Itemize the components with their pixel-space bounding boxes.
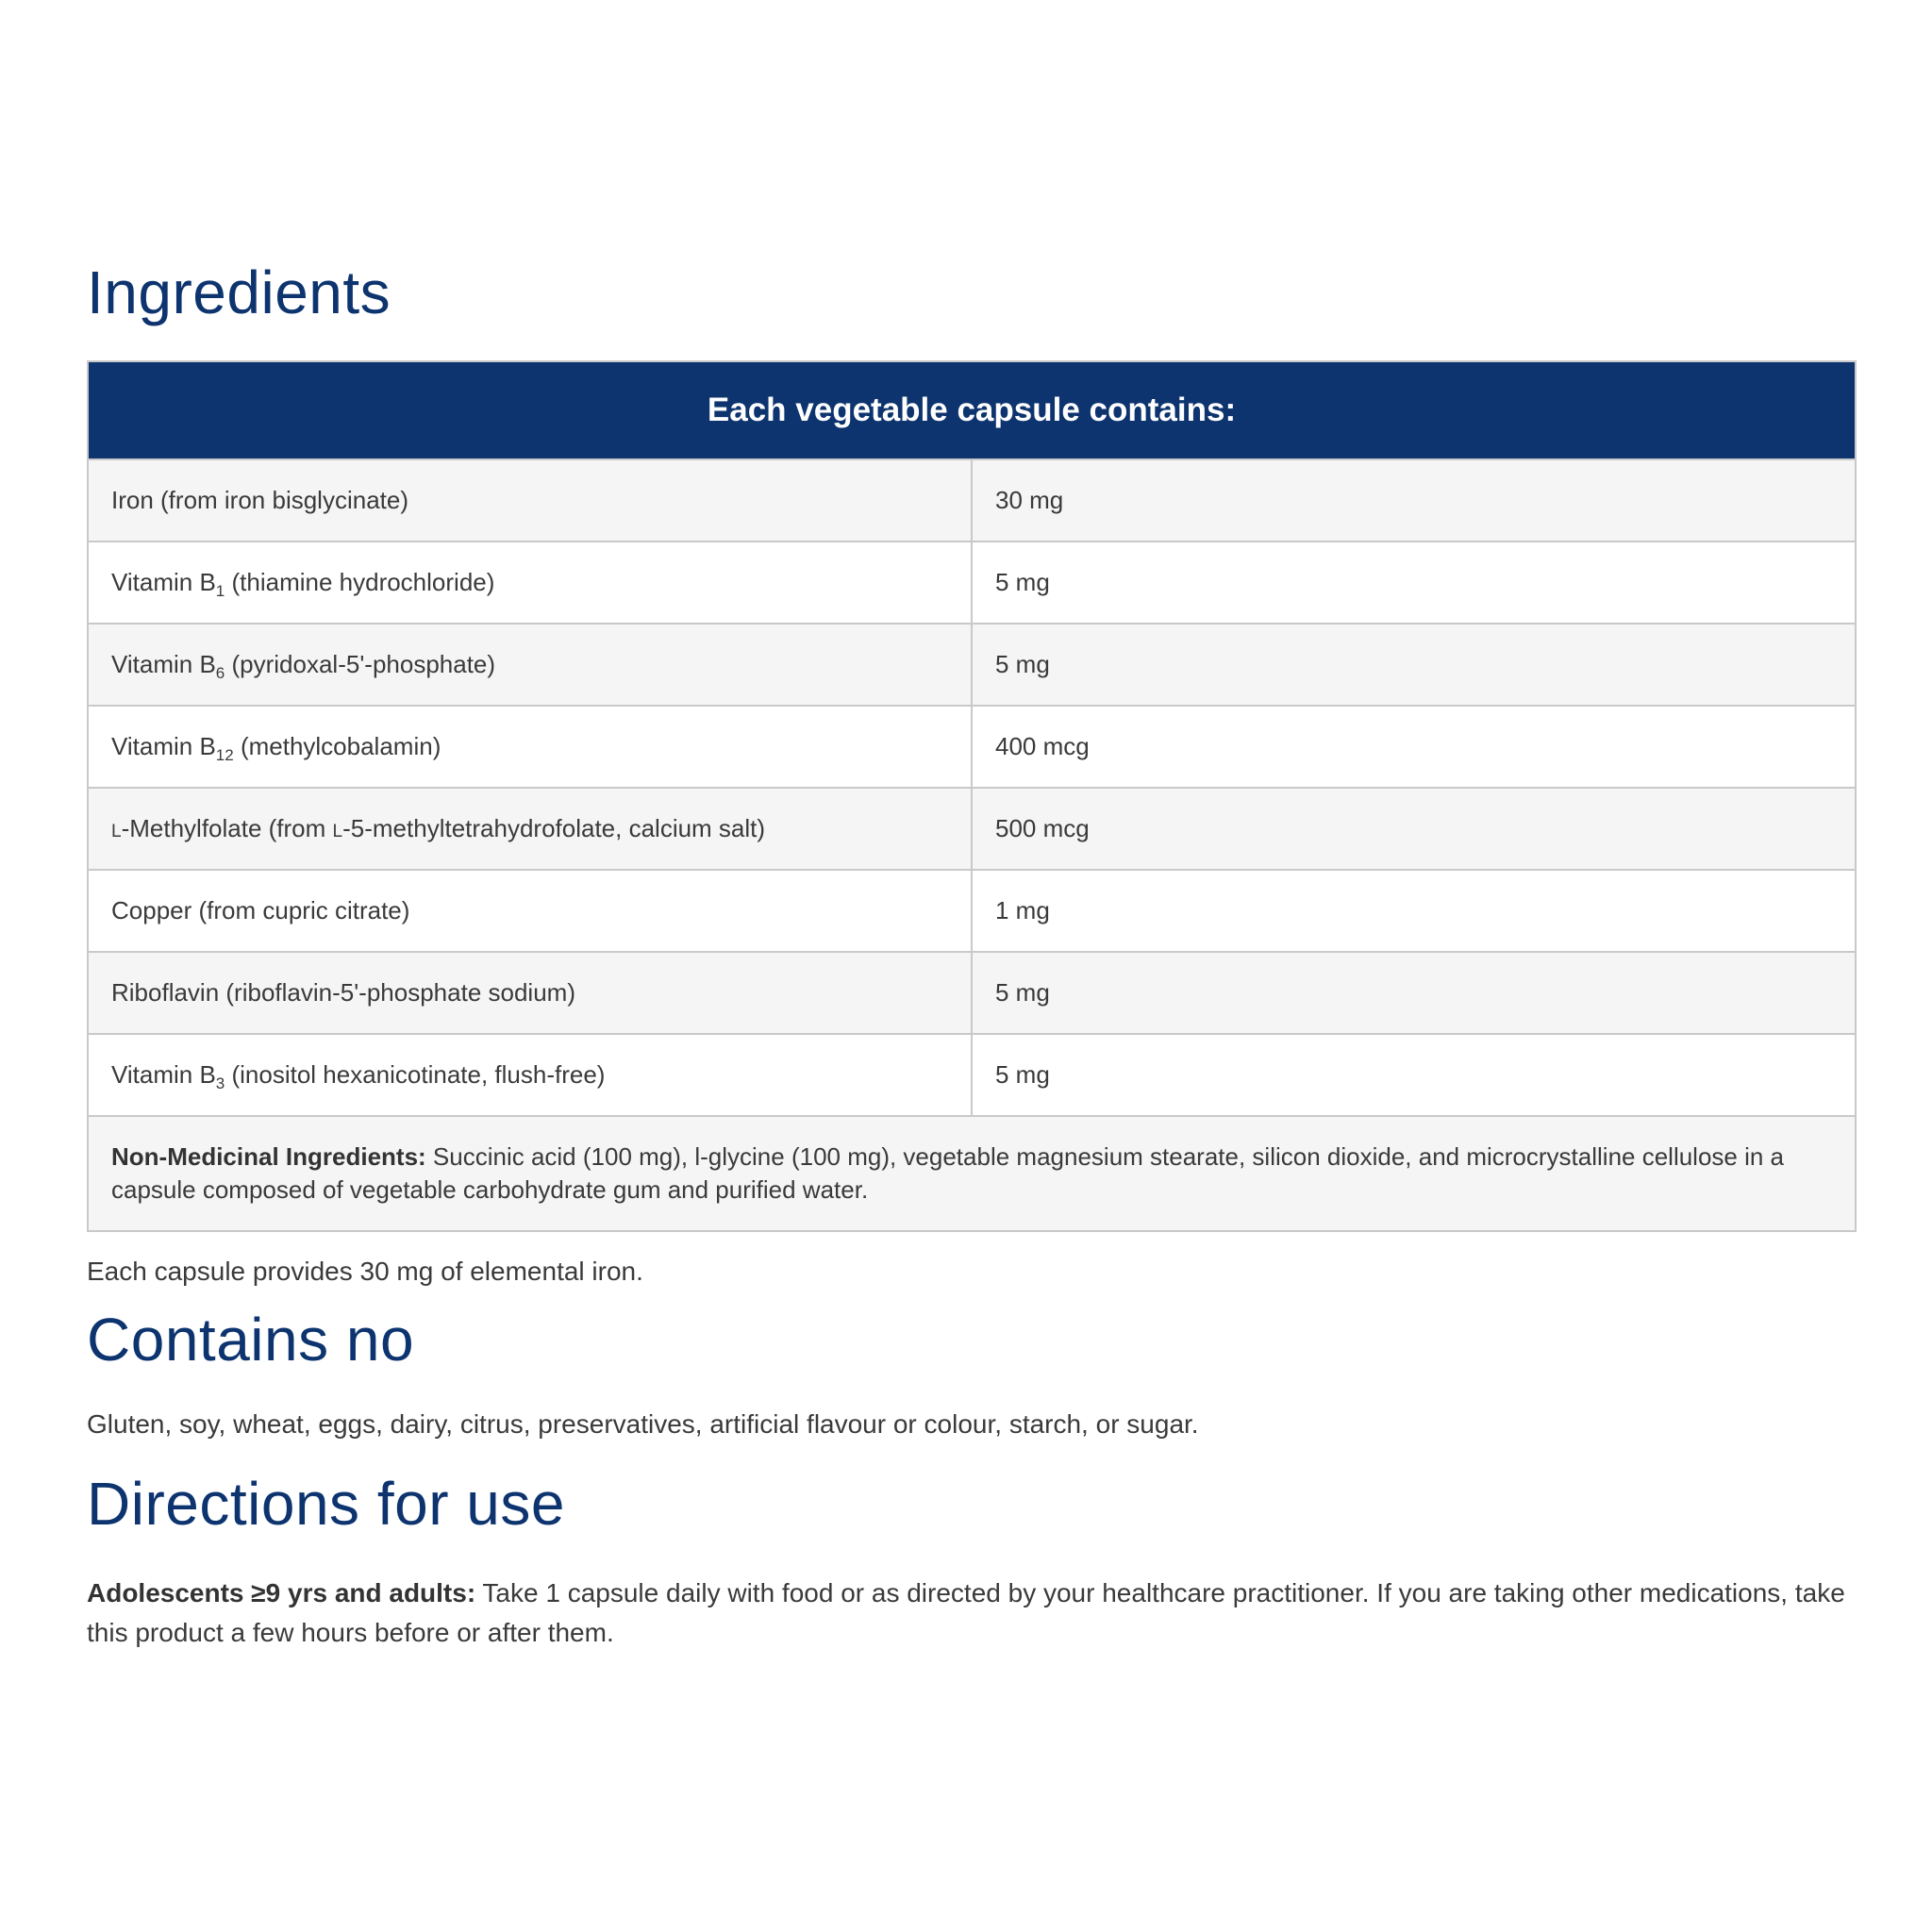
ingredient-amount: 5 mg bbox=[972, 952, 1856, 1034]
ingredient-amount: 5 mg bbox=[972, 541, 1856, 624]
ingredient-amount: 5 mg bbox=[972, 624, 1856, 706]
table-row bbox=[88, 706, 1856, 788]
iron-note: Each capsule provides 30 mg of elemental iron. bbox=[87, 1257, 643, 1286]
non-medicinal-row bbox=[88, 1116, 1856, 1231]
small-caps-letter: L bbox=[111, 822, 122, 841]
contains-no-heading: Contains no bbox=[87, 1306, 415, 1374]
table-row bbox=[88, 952, 1856, 1034]
directions-heading: Directions for use bbox=[87, 1470, 565, 1538]
ingredient-name-text: Iron (from iron bisglycinate) bbox=[111, 486, 408, 514]
non-medicinal-text: Succinic acid (100 mg), l-glycine (100 mg), vegetable magnesium stearate, silicon dioxide, and microcrystalline cellulose in a capsule composed of vegetable carbohydrate gum and purified water. bbox=[111, 1142, 1785, 1204]
ingredient-name bbox=[88, 952, 972, 1034]
ingredient-name bbox=[88, 624, 972, 706]
directions-body: Take 1 capsule daily with food or as directed by your healthcare practitioner. If you are taking other medications, take this product a few hours before or after them. bbox=[87, 1578, 1845, 1647]
ingredient-subscript: 6 bbox=[215, 664, 225, 682]
ingredient-name bbox=[88, 788, 972, 870]
ingredient-name-text: Vitamin B bbox=[111, 1060, 216, 1089]
non-medicinal-ingredients bbox=[88, 1116, 1856, 1231]
ingredient-name bbox=[88, 541, 972, 624]
ingredient-name bbox=[88, 870, 972, 952]
table-row bbox=[88, 624, 1856, 706]
ingredient-name-text: (methylcobalamin) bbox=[233, 732, 441, 760]
ingredient-name-text: (pyridoxal-5'-phosphate) bbox=[225, 650, 496, 678]
ingredient-name-text: Vitamin B bbox=[111, 732, 216, 760]
ingredient-subscript: 3 bbox=[215, 1074, 225, 1092]
ingredient-amount: 500 mcg bbox=[972, 788, 1856, 870]
table-row bbox=[88, 1034, 1856, 1116]
table-row bbox=[88, 788, 1856, 870]
ingredient-name bbox=[88, 459, 972, 541]
small-caps-letter: L bbox=[332, 822, 343, 841]
table-header: Each vegetable capsule contains: bbox=[88, 361, 1856, 459]
ingredients-table bbox=[87, 360, 1857, 1232]
ingredient-name bbox=[88, 706, 972, 788]
ingredient-name-text: (inositol hexanicotinate, flush-free) bbox=[225, 1060, 606, 1089]
ingredient-name-text: -Methylfolate (from bbox=[121, 814, 333, 842]
ingredient-name-text: Copper (from cupric citrate) bbox=[111, 896, 410, 924]
directions-text bbox=[87, 1574, 1857, 1653]
ingredients-heading: Ingredients bbox=[87, 258, 391, 326]
ingredient-name-text: Riboflavin (riboflavin-5'-phosphate sodium) bbox=[111, 978, 575, 1007]
directions-label: Adolescents ≥9 yrs and adults: bbox=[87, 1578, 476, 1607]
ingredient-name-text: (thiamine hydrochloride) bbox=[225, 568, 495, 596]
table-header-row bbox=[88, 361, 1856, 459]
ingredient-subscript: 1 bbox=[215, 582, 225, 600]
ingredient-amount: 30 mg bbox=[972, 459, 1856, 541]
ingredient-subscript: 12 bbox=[215, 746, 234, 764]
non-medicinal-label: Non-Medicinal Ingredients: bbox=[111, 1142, 426, 1171]
ingredient-name bbox=[88, 1034, 972, 1116]
table-row bbox=[88, 541, 1856, 624]
ingredient-amount: 5 mg bbox=[972, 1034, 1856, 1116]
contains-no-text: Gluten, soy, wheat, eggs, dairy, citrus, preservatives, artificial flavour or colour, starch, or sugar. bbox=[87, 1409, 1199, 1439]
ingredient-name-text: -5-methyltetrahydrofolate, calcium salt) bbox=[342, 814, 766, 842]
ingredient-amount: 400 mcg bbox=[972, 706, 1856, 788]
ingredient-name-text: Vitamin B bbox=[111, 568, 216, 596]
ingredient-name-text: Vitamin B bbox=[111, 650, 216, 678]
table-row bbox=[88, 870, 1856, 952]
ingredient-amount: 1 mg bbox=[972, 870, 1856, 952]
content-area bbox=[87, 255, 1857, 1653]
table-row bbox=[88, 459, 1856, 541]
